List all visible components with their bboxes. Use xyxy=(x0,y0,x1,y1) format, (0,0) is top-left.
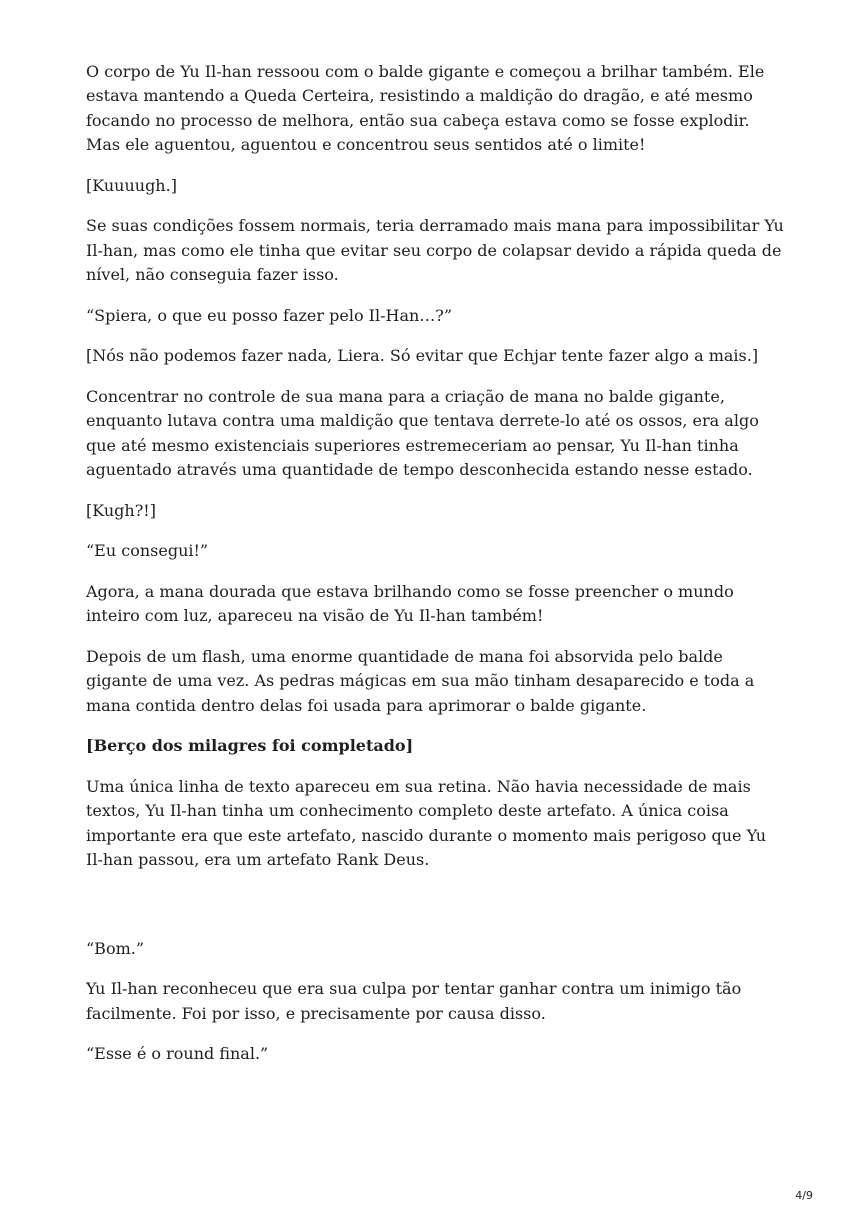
section-heading: [Berço dos milagres foi completado] xyxy=(86,736,414,756)
paragraph: [Nós não podemos fazer nada, Liera. Só evitar que Echjar tente fazer algo a mais.] xyxy=(86,346,759,366)
paragraph: Depois de um flash, uma enorme quantidade de mana foi absorvida pelo balde gigante de uma vez. As pedras mágicas em sua mão tinham desaparecido e toda a mana contida dentro delas foi usada para aprimorar o balde gigante. xyxy=(86,647,755,715)
paragraph: “Bom.” xyxy=(86,938,145,958)
paragraph: “Esse é o round final.” xyxy=(86,1044,269,1064)
paragraph: [Kugh?!] xyxy=(86,500,156,520)
document-body xyxy=(86,60,786,1083)
paragraph: O corpo de Yu Il-han ressoou com o balde gigante e começou a brilhar também. Ele estava mantendo a Queda Certeira, resistindo a maldição do dragão, e até mesmo focando no processo de melhora, então sua cabeça estava como se fosse explodir. Mas ele aguentou, aguentou e concentrou seus sentidos até o limite! xyxy=(86,62,765,155)
paragraph: Concentrar no controle de sua mana para a criação de mana no balde gigante, enquanto lutava contra uma maldição que tentava derrete-lo até os ossos, era algo que até mesmo existenciais superiores estremeceriam ao pensar, Yu Il-han tinha aguentado através uma quantidade de tempo desconhecida estando nesse estado. xyxy=(86,387,759,480)
paragraph: Uma única linha de texto apareceu em sua retina. Não havia necessidade de mais textos, Yu Il-han tinha um conhecimento completo deste artefato. A única coisa importante era que este artefato, nascido durante o momento mais perigoso que Yu Il-han passou, era um artefato Rank Deus. xyxy=(86,777,767,870)
paragraph: Agora, a mana dourada que estava brilhando como se fosse preencher o mundo inteiro com luz, apareceu na visão de Yu Il-han também! xyxy=(86,582,734,626)
page-number: 4/9 xyxy=(795,1189,813,1202)
paragraph: “Spiera, o que eu posso fazer pelo Il-Han…?” xyxy=(86,305,453,325)
paragraph: Yu Il-han reconheceu que era sua culpa por tentar ganhar contra um inimigo tão facilmente. Foi por isso, e precisamente por causa disso. xyxy=(86,979,742,1023)
section-break xyxy=(86,889,786,937)
paragraph: [Kuuuugh.] xyxy=(86,175,177,195)
paragraph: “Eu consegui!” xyxy=(86,541,209,561)
paragraph: Se suas condições fossem normais, teria derramado mais mana para impossibilitar Yu Il-han, mas como ele tinha que evitar seu corpo de colapsar devido a rápida queda de nível, não conseguia fazer isso. xyxy=(86,216,784,285)
